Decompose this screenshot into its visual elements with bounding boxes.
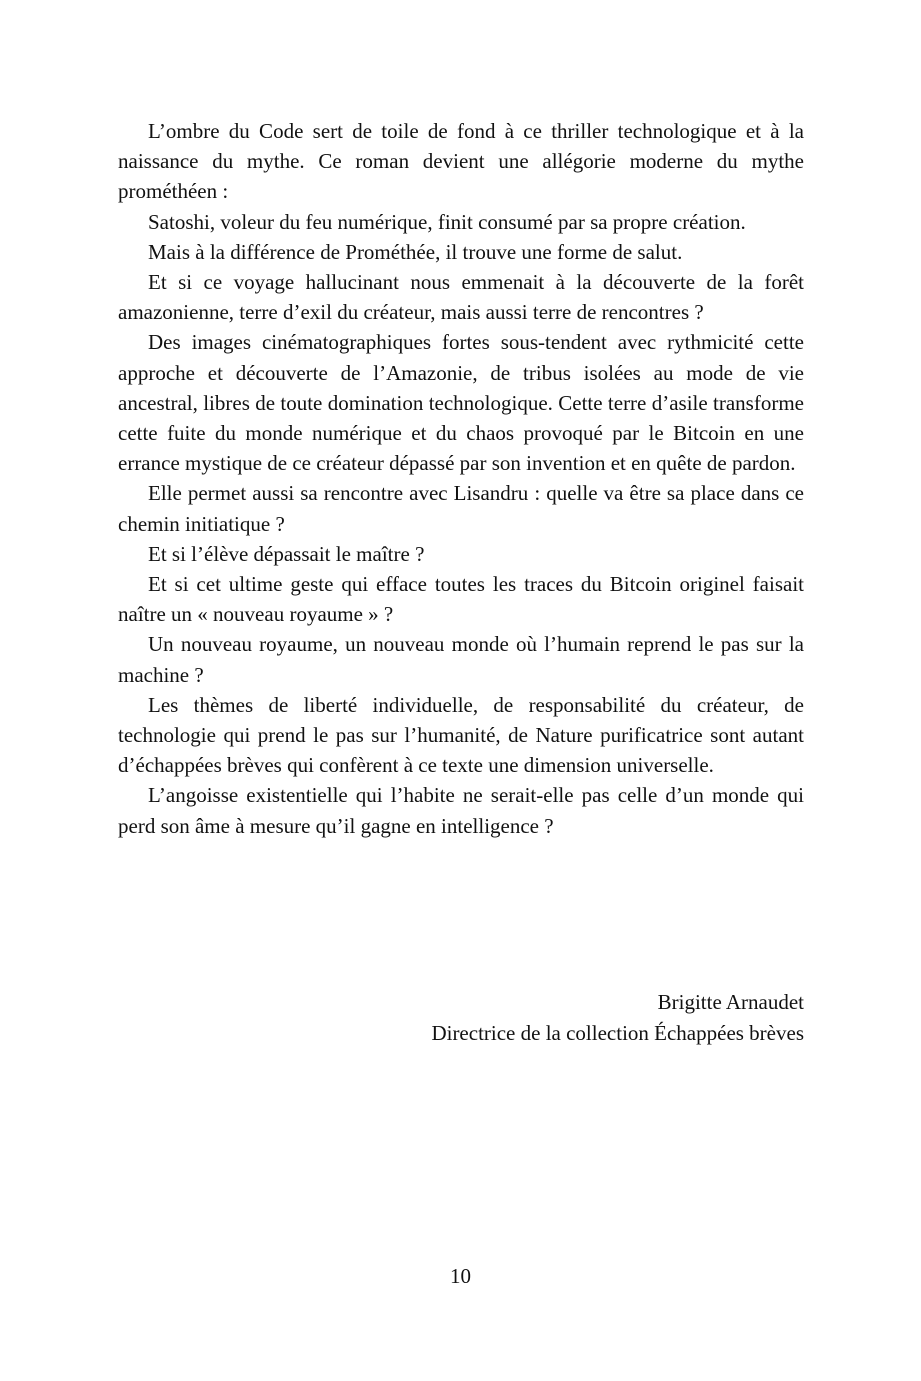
paragraph-5: Des images cinématographiques fortes sous-tendent avec rythmicité cette approche et découverte de l’Amazonie, de tribus isolées au mode de vie ancestral, libres de toute domination technologique. Cette terre d’asile transforme cette fuite du monde numérique et du chaos provoqué par le Bitcoin en une errance mystique de ce créateur dépassé par son invention et en quête de pardon. [118,330,804,476]
body-text [118,116,804,841]
paragraph-3: Mais à la différence de Prométhée, il trouve une forme de salut. [148,239,683,264]
paragraph-10: Les thèmes de liberté individuelle, de responsabilité du créateur, de technologie qui prend le pas sur l’humanité, de Nature purificatrice sont autant d’échappées brèves qui confèrent à ce texte une dimension universelle. [118,692,804,778]
paragraph-4: Et si ce voyage hallucinant nous emmenait à la découverte de la forêt amazonienne, terre d’exil du créateur, mais aussi terre de rencontres ? [118,270,804,325]
page-number: 10 [450,1264,471,1288]
paragraph-11: L’angoisse existentielle qui l’habite ne serait-elle pas celle d’un monde qui perd son âme à mesure qu’il gagne en intelligence ? [118,783,804,838]
paragraph-7: Et si l’élève dépassait le maître ? [148,541,425,566]
paragraph-6: Elle permet aussi sa rencontre avec Lisandru : quelle va être sa place dans ce chemin initiatique ? [118,481,804,536]
signature-block [431,987,804,1049]
paragraph-8: Et si cet ultime geste qui efface toutes les traces du Bitcoin originel faisait naître un « nouveau royaume » ? [118,572,804,627]
page-content [118,116,804,841]
paragraph-2: Satoshi, voleur du feu numérique, finit consumé par sa propre création. [148,209,746,234]
signature-role: Directrice de la collection Échappées brèves [431,1021,804,1045]
paragraph-1: L’ombre du Code sert de toile de fond à ce thriller technologique et à la naissance du mythe. Ce roman devient une allégorie moderne du mythe prométhéen : [118,119,804,204]
paragraph-9: Un nouveau royaume, un nouveau monde où l’humain reprend le pas sur la machine ? [118,632,804,687]
signature-name: Brigitte Arnaudet [657,990,804,1014]
